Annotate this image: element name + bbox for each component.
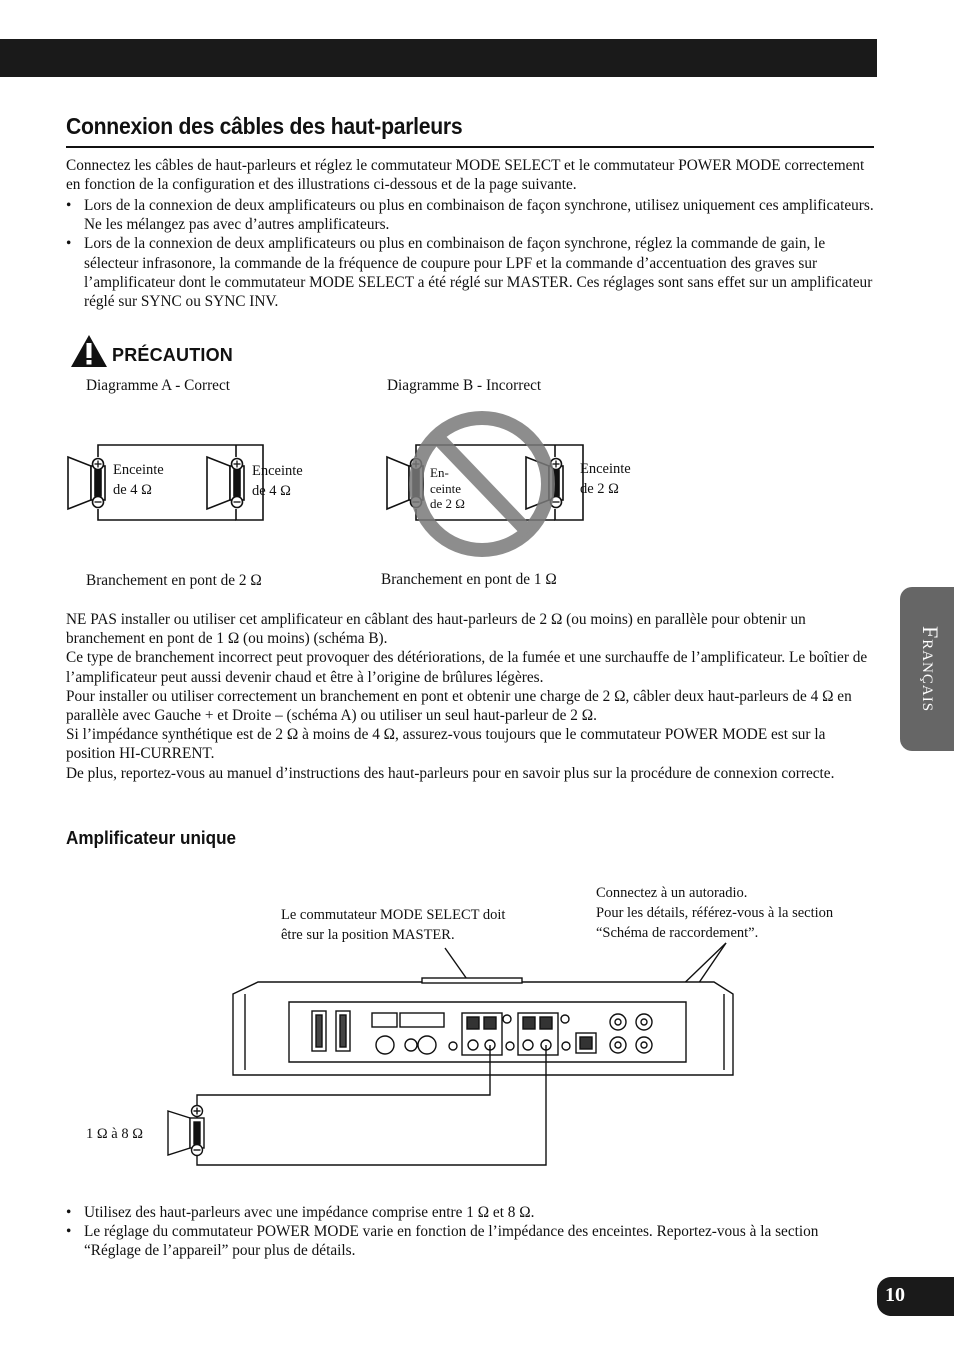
warning-text: NE PAS installer ou utiliser cet amplificateur en câblant des haut-parleurs de 2 Ω (ou moins) en parallèle pour obtenir un branchement en pont de 1 Ω (ou moins) (schéma B). Ce type de branchement incorrect peut provoquer des détériorations, de la fumée et une surchauffe de l’amplificateur. Le boîtier de l’amplificateur peut aussi devenir chaud et être à l’origine de brûlures légères. Pour installer ou utiliser correctement un branchement en pont et obtenir une charge de 2 Ω, câbler deux haut-parleurs de 4 Ω en parallèle avec Gauche + et Droite – (schéma A) ou utiliser un seul haut-parleur de 2 Ω. Si l’impédance synthétique est de 2 Ω à moins de 4 Ω, assurez-vous toujours que le commutateur POWER MODE est sur la position HI-CURRENT. De plus, reportez-vous au manuel d’instructions des haut-parleurs pour en savoir plus sur la procédure de connexion correcte. (66, 611, 868, 782)
intro-paragraph: Connectez les câbles de haut-parleurs et réglez le commutateur MODE SELECT et le commutateur POWER MODE correctement en fonction de la configuration et des illustrations ci-dessous et de la page suivante. (66, 157, 865, 194)
list-item: • Utilisez des haut-parleurs avec une impédance comprise entre 1 Ω et 8 Ω. (66, 1203, 876, 1222)
amplifier-illustration (168, 943, 733, 1165)
mode-select-note: Le commutateur MODE SELECT doit être sur la position MASTER. (281, 907, 506, 943)
diagram-b-title: Diagramme B - Incorrect (387, 377, 542, 394)
radio-connection-note: Connectez à un autoradio. Pour les détails, référez-vous à la section “Schéma de raccordement”. (596, 885, 834, 941)
caution-heading: PRÉCAUTION (112, 345, 234, 365)
list-item: • Lors de la connexion de deux amplificateurs ou plus en combinaison de façon synchrone, réglez la commande de gain, le sélecteur infrasonore, la commande de la fréquence de coupure pour LPF et la commande d’accentuation des graves sur l’amplificateur dont le commutateur MODE SELECT a été réglé sur MASTER. Ces réglages sont sans effet sur un amplificateur réglé sur SYNC ou SYNC INV. (66, 234, 876, 311)
diagram-b-speaker1-label: En- ceinte de 2 Ω (430, 465, 465, 511)
section-title: Connexion des câbles des haut-parleurs (66, 113, 463, 139)
diagram-b-speaker2-label: Enceinte de 2 Ω (580, 461, 631, 497)
subsection-title: Amplificateur unique (66, 828, 237, 848)
diagram-a-caption: Branchement en pont de 2 Ω (86, 572, 262, 589)
diagram-a-title: Diagramme A - Correct (86, 377, 230, 394)
page-number: 10 (877, 1277, 954, 1316)
diagram-a-speaker2-label: Enceinte de 4 Ω (252, 463, 303, 499)
language-tab: Français (900, 587, 954, 751)
list-item: • Le réglage du commutateur POWER MODE varie en fonction de l’impédance des enceintes. Reportez-vous à la section “Réglage de l’appareil” pour plus de détails. (66, 1222, 876, 1260)
list-item: • Lors de la connexion de deux amplificateurs ou plus en combinaison de façon synchrone, utilisez uniquement ces amplificateurs. Ne les mélangez pas avec d’autres amplificateurs. (66, 196, 876, 234)
bottom-bullet-list (66, 1203, 876, 1261)
diagram-a-speaker1-label: Enceinte de 4 Ω (113, 462, 164, 498)
speaker-impedance-label: 1 Ω à 8 Ω (86, 1126, 143, 1142)
diagram-b-caption: Branchement en pont de 1 Ω (381, 571, 557, 588)
